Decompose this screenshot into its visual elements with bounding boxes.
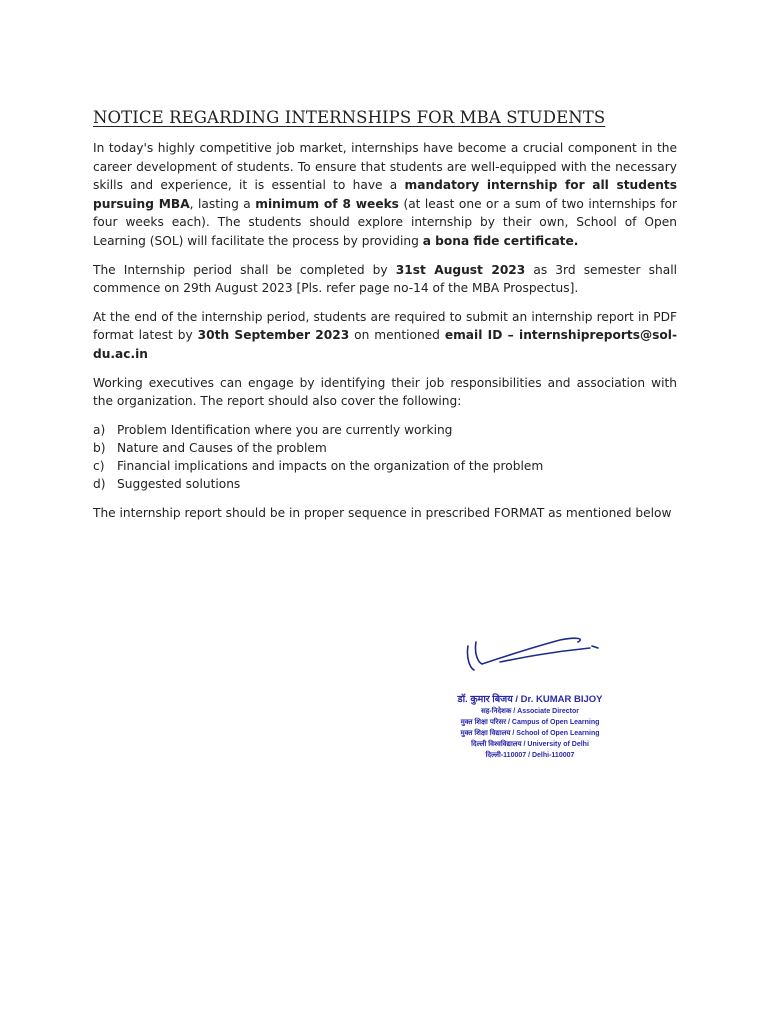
intro-text-1: In today's highly competitive job market, internships have become a crucial component in the career development of students. To ensure that students are well-equipped with the necessary skills and experience, it is essential to have a — [93, 141, 677, 193]
list-text: Suggested solutions — [117, 477, 241, 492]
report-bold-email: email ID – internshipreports@sol-du.ac.in — [93, 328, 677, 361]
period-bold-date: 31st August 2023 — [395, 262, 526, 277]
list-marker: b) — [93, 440, 106, 455]
list-item — [93, 421, 677, 439]
seal-city: दिल्ली-110007 / Delhi-110007 — [485, 752, 575, 759]
signature-block — [440, 628, 620, 778]
signature-icon — [460, 628, 610, 683]
report-text-2: on mentioned — [349, 328, 445, 343]
list-marker: a) — [93, 422, 106, 437]
period-text-2: as 3rd semester shall commence on 29th August 2023 [Pls. refer page no-14 of the MBA Prospectus]. — [93, 262, 677, 296]
official-seal — [440, 694, 620, 761]
notice-document — [93, 108, 677, 532]
notice-title: NOTICE REGARDING INTERNSHIPS FOR MBA STUDENTS — [93, 108, 606, 127]
seal-school: मुक्त शिक्षा विद्यालय / School of Open Learning — [460, 730, 600, 737]
coverage-list — [93, 421, 677, 494]
paragraph-format: The internship report should be in proper sequence in prescribed FORMAT as mentioned below — [93, 505, 672, 520]
seal-university: दिल्ली विश्वविद्यालय / University of Delhi — [471, 741, 589, 748]
intro-bold-duration: minimum of 8 weeks — [255, 196, 399, 211]
list-marker: d) — [93, 477, 106, 492]
list-item — [93, 439, 677, 457]
paragraph-period — [93, 261, 677, 298]
list-marker: c) — [93, 459, 105, 474]
intro-bold-certificate: a bona fide certificate. — [422, 233, 579, 248]
list-text: Nature and Causes of the problem — [117, 440, 327, 455]
period-text-1: The Internship period shall be completed by — [93, 262, 396, 277]
intro-text-3: (at least one or a sum of two internships for four weeks each). The students should explore internship by their own, School of Open Learning (SOL) will facilitate the process by providing — [93, 196, 678, 248]
seal-designation: सह-निदेशक / Associate Director — [480, 708, 580, 715]
list-text: Financial implications and impacts on the organization of the problem — [117, 459, 544, 474]
paragraph-executives: Working executives can engage by identifying their job responsibilities and association with the organization. The report should also cover the following: — [93, 375, 677, 409]
intro-bold-mandatory: mandatory internship for all students pursuing MBA — [93, 178, 677, 211]
seal-name: डॉ. कुमार बिजय / Dr. KUMAR BIJOY — [457, 694, 603, 705]
intro-text-2: , lasting a — [189, 196, 256, 211]
seal-campus: मुक्त शिक्षा परिसर / Campus of Open Learning — [460, 719, 600, 726]
list-item — [93, 475, 677, 493]
list-text: Problem Identification where you are currently working — [117, 422, 453, 437]
list-item — [93, 457, 677, 475]
report-bold-date: 30th September 2023 — [197, 328, 350, 343]
paragraph-intro — [93, 139, 677, 251]
report-text-1: At the end of the internship period, students are required to submit an internship report in PDF format latest by — [93, 309, 677, 343]
paragraph-report — [93, 308, 677, 364]
